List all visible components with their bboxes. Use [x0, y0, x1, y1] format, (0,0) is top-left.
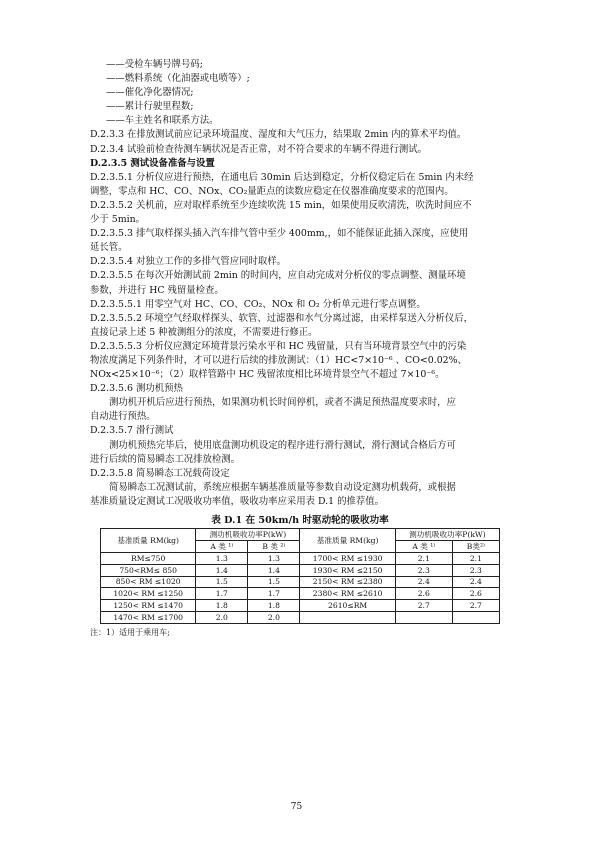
table-cell: 2.4	[395, 576, 452, 588]
paragraph-d2-3-5-5-2-line: D.2.3.5.5.2 环境空气经取样探头、软管、过滤器和水气分离过滤，由采样泵送入分析仪后，	[90, 312, 474, 324]
vehicle-info-list	[90, 58, 510, 128]
table-cell: 1.7	[196, 588, 248, 600]
column-header-mass: 基准质量 RM(kg)	[300, 529, 395, 553]
table-header-row	[101, 529, 500, 541]
list-item: ——车主姓名和联系方法。	[106, 115, 219, 127]
table-cell: 1470< RM ≤1700	[101, 611, 196, 623]
table-cell: RM≤750	[101, 553, 196, 565]
paragraph-d2-3-5-5-line: 参数，并进行 HC 残留量检查。	[90, 284, 224, 296]
table-row	[101, 588, 500, 600]
paragraph-d2-3-5-5-3-line: 物浓度满足下列条件时，才可以进行后续的排放测试：（1）HC<7×10⁻⁶ 、CO<0.02%、	[90, 354, 467, 366]
paragraph-preheat-line: 测功机开机后应进行预热，如果测功机长时间停机，或者不满足预热温度要求时，应	[109, 397, 456, 409]
table-cell: 750<RM≤ 850	[101, 564, 196, 576]
table-cell: 1.7	[248, 588, 300, 600]
paragraph-d2-3-5-2-line: D.2.3.5.2 关机前，应对取样系统至少连续吹洗 15 min，如果使用反吹清洗，吹洗时间应不	[90, 199, 472, 211]
paragraph-d2-3-4: D.2.3.4 试验前检查待测车辆状况是否正常，对不符合要求的车辆不得进行测试。	[90, 143, 427, 155]
table-cell	[300, 611, 395, 623]
paragraph-d2-3-5-5-line: D.2.3.5.5 在每次开始测试前 2min 的时间内，应自动完成对分析仪的零点调整、测量环境	[90, 270, 466, 282]
list-item: ——催化净化器情况;	[106, 87, 194, 99]
column-header-class-a: A 类 ¹⁾	[196, 541, 248, 553]
paragraph-coast-line: 测功机预热完毕后，使用底盘测功机设定的程序进行滑行测试，滑行测试合格后方可	[109, 439, 456, 451]
table-cell: 2610≤RM	[300, 600, 395, 612]
heading-d2-3-5-8: D.2.3.5.8 简易瞬态工况载荷设定	[90, 467, 230, 479]
table-row	[101, 576, 500, 588]
column-header-class-b: B类²⁾	[452, 541, 499, 553]
column-header-power: 测功机吸收功率P(kW)	[196, 529, 300, 541]
table-caption: 表 D.1 在 50km/h 时驱动轮的吸收功率	[211, 515, 389, 526]
table-note: 注：1）适用于乘用车;	[90, 627, 170, 637]
column-header-mass: 基准质量 RM(kg)	[101, 529, 196, 553]
paragraph-d2-3-5-1-line: D.2.3.5.1 分析仪应进行预热，在通电后 30min 后达到稳定，分析仪稳定后在 5min 内未经	[90, 171, 474, 183]
heading-d2-3-5: D.2.3.5 测试设备准备与设置	[90, 157, 215, 169]
paragraph-d2-3-5-5-3-line: D.2.3.5.5.3 分析仪应测定环境背景污染水平和 HC 残留量，只有当环境背景空气中的污染	[90, 340, 467, 352]
table-cell: 2150< RM ≤2380	[300, 576, 395, 588]
table-row	[101, 553, 500, 565]
table-cell	[452, 611, 499, 623]
list-item: ——燃料系统（化油器或电喷等）;	[106, 73, 250, 85]
table-cell: 2.0	[248, 611, 300, 623]
absorbed-power-table	[100, 528, 500, 624]
paragraph-d2-3-5-3-line: D.2.3.5.3 排气取样探头插入汽车排气管中至少 400mm,，如不能保证此插入深度，应使用	[90, 228, 469, 240]
table-cell: 1250< RM ≤1470	[101, 600, 196, 612]
table-cell: 2380< RM ≤2610	[300, 588, 395, 600]
paragraph-d2-3-5-5-3-line: NOx<25×10⁻⁶；（2）取样管路中 HC 残留浓度相比环境背景空气不超过 7×10⁻⁶。	[90, 369, 445, 381]
table-cell: 850< RM ≤1020	[101, 576, 196, 588]
table-row	[101, 600, 500, 612]
paragraph-d2-3-5-2-line: 少于 5min。	[90, 214, 145, 226]
document-page	[90, 58, 510, 638]
table-cell: 2.3	[395, 564, 452, 576]
table-cell: 1700< RM ≤1930	[300, 553, 395, 565]
paragraph-d2-3-5-5-2-line: 直接记录上述 5 种被测组分的浓度，不需要进行修正。	[90, 326, 318, 338]
heading-d2-3-5-6: D.2.3.5.6 测功机预热	[90, 383, 183, 395]
column-header-class-a: A 类 ¹⁾	[395, 541, 452, 553]
page-number: 75	[290, 802, 303, 812]
table-cell	[395, 611, 452, 623]
table-cell: 1930< RM ≤2150	[300, 564, 395, 576]
table-cell: 2.3	[452, 564, 499, 576]
table-cell: 1.3	[248, 553, 300, 565]
table-cell: 1.4	[248, 564, 300, 576]
table-cell: 1.5	[248, 576, 300, 588]
table-cell: 2.6	[452, 588, 499, 600]
paragraph-d2-3-5-5-1: D.2.3.5.5.1 用零空气对 HC、CO、CO₂、NOx 和 O₂ 分析单元进行零点调整。	[90, 298, 426, 310]
column-header-class-b: B 类 ²⁾	[248, 541, 300, 553]
paragraph-load-line: 基准质量设定测试工况吸收功率值，吸收功率应采用表 D.1 的推荐值。	[90, 495, 384, 507]
table-cell: 2.0	[196, 611, 248, 623]
table-cell: 1.8	[196, 600, 248, 612]
list-item: ——累计行驶里程数;	[106, 101, 194, 113]
table-cell: 1.4	[196, 564, 248, 576]
column-header-power: 测功机吸收功率P(kW)	[395, 529, 499, 541]
table-cell: 2.1	[395, 553, 452, 565]
paragraph-d2-3-3: D.2.3.3 在排放测试前应记录环境温度、湿度和大气压力，结果取 2min 内的算术平均值。	[90, 129, 467, 141]
table-cell: 2.1	[452, 553, 499, 565]
table-cell: 1.5	[196, 576, 248, 588]
paragraph-load-line: 简易瞬态工况测试前，系统应根据车辆基准质量等参数自动设定测功机载荷，或根据	[109, 481, 456, 493]
table-cell: 2.7	[452, 600, 499, 612]
table-cell: 1.8	[248, 600, 300, 612]
paragraph-d2-3-5-3-line: 延长管。	[90, 242, 128, 254]
table-cell: 1020< RM ≤1250	[101, 588, 196, 600]
heading-d2-3-5-7: D.2.3.5.7 滑行测试	[90, 425, 174, 437]
table-row	[101, 564, 500, 576]
table-row	[101, 611, 500, 623]
paragraph-preheat-line: 自动进行预热。	[90, 411, 156, 423]
list-item: ——受检车辆号牌号码;	[106, 59, 203, 70]
table-cell: 1.3	[196, 553, 248, 565]
table-cell: 2.4	[452, 576, 499, 588]
paragraph-d2-3-5-1-line: 调整，零点和 HC、CO、NOx、CO₂量距点的读数应稳定在仪器准确度要求的范围内。	[90, 185, 454, 197]
table-cell: 2.7	[395, 600, 452, 612]
table-cell: 2.6	[395, 588, 452, 600]
paragraph-coast-line: 进行后续的简易瞬态工况排放检测。	[90, 453, 241, 465]
paragraph-d2-3-5-4: D.2.3.5.4 对独立工作的多排气管应同时取样。	[90, 256, 286, 268]
